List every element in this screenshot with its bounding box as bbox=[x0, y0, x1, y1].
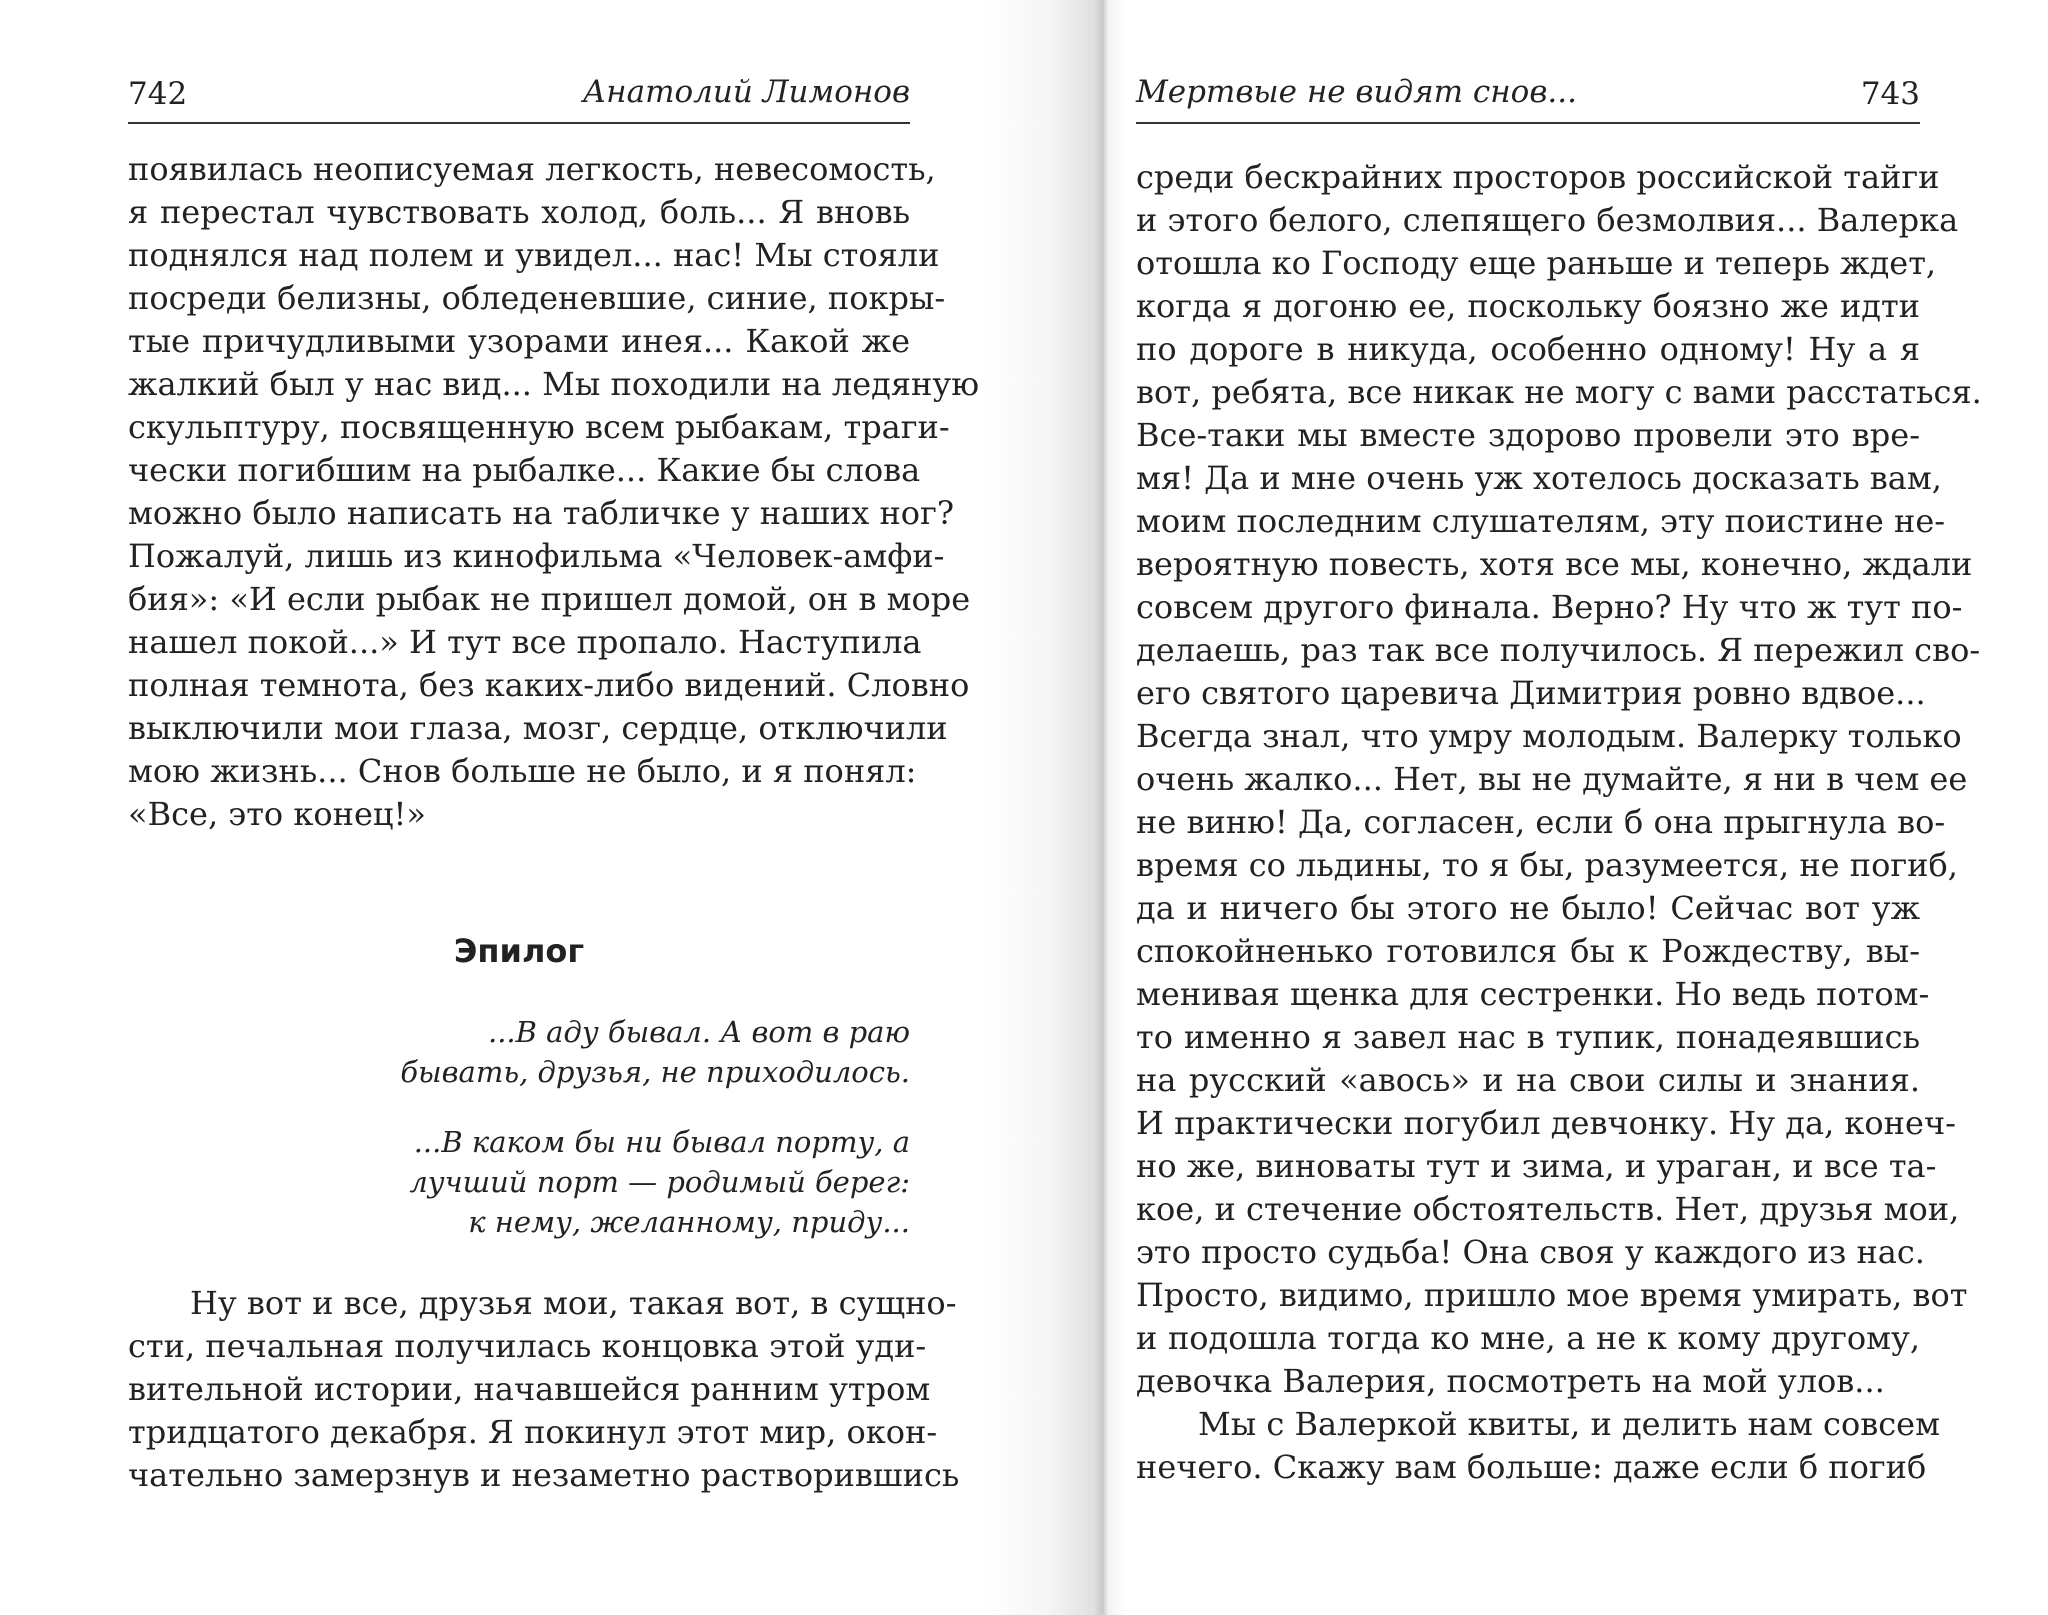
text-line: среди бескрайних просторов российской тайги bbox=[1136, 158, 1940, 196]
text-line: вероятную повесть, хотя все мы, конечно, ждали bbox=[1136, 545, 1973, 583]
text-line: Всегда знал, что умру молодым. Валерку только bbox=[1136, 717, 1962, 755]
left-running-head: Анатолий Лимонов bbox=[582, 74, 910, 110]
text-line: жалкий был у нас вид... Мы походили на ледяную bbox=[128, 365, 980, 403]
text-line: чески погибшим на рыбалке... Какие бы слова bbox=[128, 451, 921, 489]
text-line: можно было написать на табличке у наших ног? bbox=[128, 494, 954, 532]
text-line: его святого царевича Димитрия ровно вдвое... bbox=[1136, 674, 1926, 712]
text-line: девочка Валерия, посмотреть на мой улов... bbox=[1136, 1362, 1885, 1400]
text-line: нечего. Скажу вам больше: даже если б погиб bbox=[1136, 1448, 1927, 1486]
text-line: спокойненько готовился бы к Рождеству, вы- bbox=[1136, 932, 1920, 970]
left-page-header bbox=[128, 72, 910, 124]
text-line: вот, ребята, все никак не могу с вами расстаться. bbox=[1136, 373, 1982, 411]
text-line: кое, и стечение обстоятельств. Нет, друзья мои, bbox=[1136, 1190, 1960, 1228]
text-line: когда я догоню ее, поскольку боязно же идти bbox=[1136, 287, 1920, 325]
text-line: выключили мои глаза, мозг, сердце, отключили bbox=[128, 709, 948, 747]
text-line: то именно я завел нас в тупик, понадеявшись bbox=[1136, 1018, 1920, 1056]
text-line: Все-таки мы вместе здорово провели это вре- bbox=[1136, 416, 1920, 454]
text-line: Просто, видимо, пришло мое время умирать, вот bbox=[1136, 1276, 1968, 1314]
text-line: Ну вот и все, друзья мои, такая вот, в сущно- bbox=[190, 1284, 957, 1322]
text-line: отошла ко Господу еще раньше и теперь ждет, bbox=[1136, 244, 1937, 282]
text-line: поднялся над полем и увидел... нас! Мы стояли bbox=[128, 236, 940, 274]
text-line: это просто судьба! Она своя у каждого из нас. bbox=[1136, 1233, 1925, 1271]
text-line: скульптуру, посвященную всем рыбакам, траги- bbox=[128, 408, 950, 446]
epigraph-line: бывать, друзья, не приходилось. bbox=[400, 1055, 910, 1089]
right-page bbox=[1040, 0, 2048, 1615]
text-line: Мы с Валеркой квиты, и делить нам совсем bbox=[1198, 1405, 1940, 1443]
text-line: по дороге в никуда, особенно одному! Ну а я bbox=[1136, 330, 1920, 368]
right-page-number: 743 bbox=[1860, 76, 1920, 112]
text-line: Пожалуй, лишь из кинофильма «Человек-амфи- bbox=[128, 537, 945, 575]
text-line: тые причудливыми узорами инея... Какой же bbox=[128, 322, 910, 360]
text-line: мя! Да и мне очень уж хотелось досказать вам, bbox=[1136, 459, 1942, 497]
epigraph-line: лучший порт — родимый берег: bbox=[409, 1165, 910, 1199]
text-line: сти, печальная получилась концовка этой уди- bbox=[128, 1327, 927, 1365]
epigraph-2 bbox=[390, 1122, 910, 1242]
text-line: менивая щенка для сестренки. Но ведь потом- bbox=[1136, 975, 1930, 1013]
text-line: «Все, это конец!» bbox=[128, 795, 426, 833]
left-page-number: 742 bbox=[128, 76, 188, 112]
epilog-heading: Эпилог bbox=[453, 932, 585, 970]
text-line: бия»: «И если рыбак не пришел домой, он в море bbox=[128, 580, 971, 618]
epigraph-1 bbox=[390, 1012, 910, 1092]
text-line: нашел покой...» И тут все пропало. Наступила bbox=[128, 623, 922, 661]
text-line: совсем другого финала. Верно? Ну что ж тут по- bbox=[1136, 588, 1963, 626]
epigraph-line: к нему, желанному, приду... bbox=[468, 1205, 910, 1239]
text-line: и этого белого, слепящего безмолвия... Валерка bbox=[1136, 201, 1959, 239]
text-line: я перестал чувствовать холод, боль... Я вновь bbox=[128, 193, 910, 231]
text-line: появилась неописуемая легкость, невесомость, bbox=[128, 150, 936, 188]
text-line: да и ничего бы этого не было! Сейчас вот уж bbox=[1136, 889, 1920, 927]
text-line: время со льдины, то я бы, разумеется, не погиб, bbox=[1136, 846, 1958, 884]
right-page-header bbox=[1136, 72, 1920, 124]
epigraph-line: ...В каком бы ни бывал порту, а bbox=[413, 1125, 910, 1159]
text-line: тридцатого декабря. Я покинул этот мир, окон- bbox=[128, 1413, 938, 1451]
text-line: моим последним слушателям, эту поистине не- bbox=[1136, 502, 1946, 540]
text-line: делаешь, раз так все получилось. Я пережил сво- bbox=[1136, 631, 1981, 669]
text-line: на русский «авось» и на свои силы и знания. bbox=[1136, 1061, 1920, 1099]
right-running-head: Мертвые не видят снов... bbox=[1136, 74, 1577, 110]
text-line: посреди белизны, обледеневшие, синие, покры- bbox=[128, 279, 946, 317]
right-text-block bbox=[1136, 156, 1982, 1489]
text-line: полная темнота, без каких-либо видений. Словно bbox=[128, 666, 970, 704]
text-line: мою жизнь... Снов больше не было, и я понял: bbox=[128, 752, 917, 790]
text-line: не виню! Да, согласен, если б она прыгнула во- bbox=[1136, 803, 1946, 841]
text-line: вительной истории, начавшейся ранним утром bbox=[128, 1370, 931, 1408]
text-line: но же, виноваты тут и зима, и ураган, и все та- bbox=[1136, 1147, 1937, 1185]
text-line: и подошла тогда ко мне, а не к кому другому, bbox=[1136, 1319, 1920, 1357]
epigraph-line: ...В аду бывал. А вот в раю bbox=[487, 1015, 910, 1049]
text-line: И практически погубил девчонку. Ну да, конеч- bbox=[1136, 1104, 1956, 1142]
text-line: очень жалко... Нет, вы не думайте, я ни в чем ее bbox=[1136, 760, 1968, 798]
left-text-block-top bbox=[128, 148, 980, 836]
text-line: чательно замерзнув и незаметно растворившись bbox=[128, 1456, 960, 1494]
left-text-block-bottom bbox=[128, 1282, 960, 1497]
